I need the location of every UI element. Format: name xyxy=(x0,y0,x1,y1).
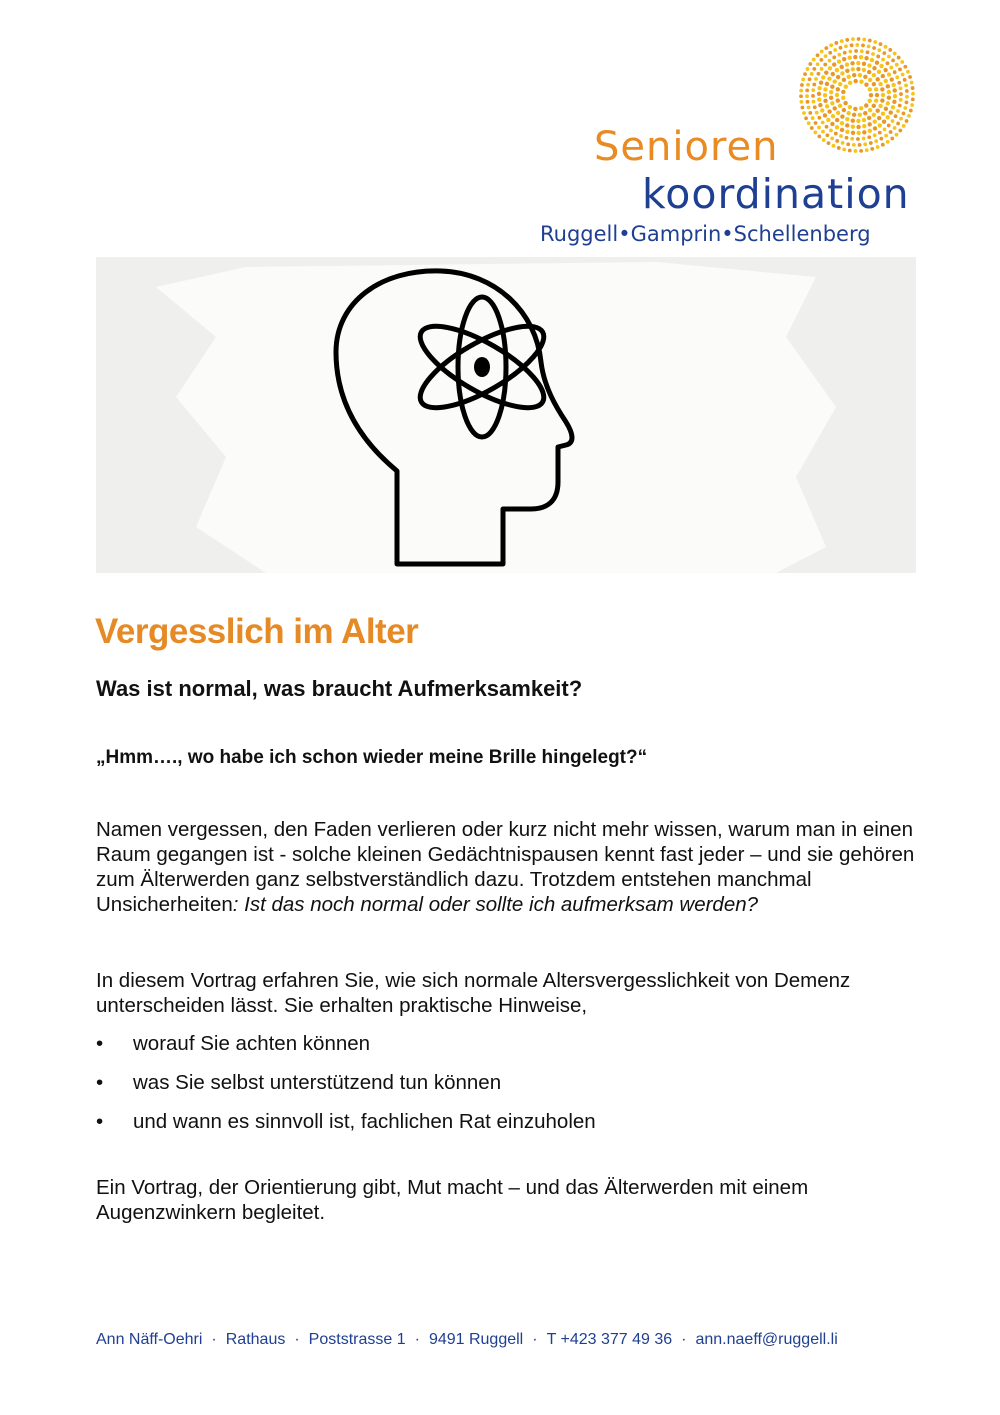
contact-place: Rathaus xyxy=(225,1331,286,1348)
paragraph-intro-question: : Ist das noch normal oder sollte ich aufmerksam werden? xyxy=(232,893,759,916)
intro-quote: „Hmm…., wo habe ich schon wieder meine Brille hingelegt?“ xyxy=(96,747,648,768)
logo-towns: Ruggell•Gamprin•Schellenberg xyxy=(540,222,871,246)
head-with-atom-icon xyxy=(96,257,916,573)
bullet-icon: • xyxy=(96,1071,104,1094)
list-item xyxy=(96,1071,596,1110)
separator: · xyxy=(532,1331,538,1348)
contact-city: 9491 Ruggell xyxy=(428,1331,524,1348)
page-subtitle: Was ist normal, was braucht Aufmerksamkeit? xyxy=(96,676,583,701)
contact-footer xyxy=(96,1331,838,1349)
logo-word-senioren: Senioren xyxy=(594,124,779,170)
logo-word-koordination: koordination xyxy=(642,170,910,218)
sun-dots-icon xyxy=(792,30,922,160)
paragraph-intro xyxy=(96,817,916,917)
bullet-icon: • xyxy=(96,1110,104,1133)
bullet-icon: • xyxy=(96,1032,104,1055)
contact-name: Ann Näff-Oehri xyxy=(96,1331,203,1348)
contact-street: Poststrasse 1 xyxy=(308,1331,406,1348)
separator: · xyxy=(211,1331,217,1348)
contact-email-link[interactable]: ann.naeff@ruggell.li xyxy=(695,1331,838,1348)
separator: · xyxy=(681,1331,687,1348)
list-item-text: worauf Sie achten können xyxy=(133,1032,371,1055)
hero-image xyxy=(96,257,916,573)
hints-list xyxy=(96,1032,596,1149)
list-item xyxy=(96,1032,596,1071)
separator: · xyxy=(294,1331,300,1348)
list-item xyxy=(96,1110,596,1149)
list-item-text: und wann es sinnvoll ist, fachlichen Rat einzuholen xyxy=(133,1110,596,1133)
page-title: Vergesslich im Alter xyxy=(95,612,419,651)
separator: · xyxy=(414,1331,420,1348)
list-item-text: was Sie selbst unterstützend tun können xyxy=(133,1071,502,1094)
seniorenkoordination-logo xyxy=(540,30,920,250)
contact-phone[interactable]: T +423 377 49 36 xyxy=(546,1331,673,1348)
paragraph-intro-text: Namen vergessen, den Faden verlieren oder kurz nicht mehr wissen, warum man in einen Raum gegangen ist - solche kleinen Gedächtnispausen kennt fast jeder – und sie gehören zum Älterwerden ganz selbstverständlich dazu. Trotzdem entstehen manchmal Unsicherheiten xyxy=(96,818,915,916)
paragraph-closing: Ein Vortrag, der Orientierung gibt, Mut macht – und das Älterwerden mit einem Augenzwinkern begleitet. xyxy=(96,1176,809,1224)
paragraph-lecture: In diesem Vortrag erfahren Sie, wie sich normale Altersvergesslichkeit von Demenz unterscheiden lässt. Sie erhalten praktische Hinweise, xyxy=(96,969,851,1017)
